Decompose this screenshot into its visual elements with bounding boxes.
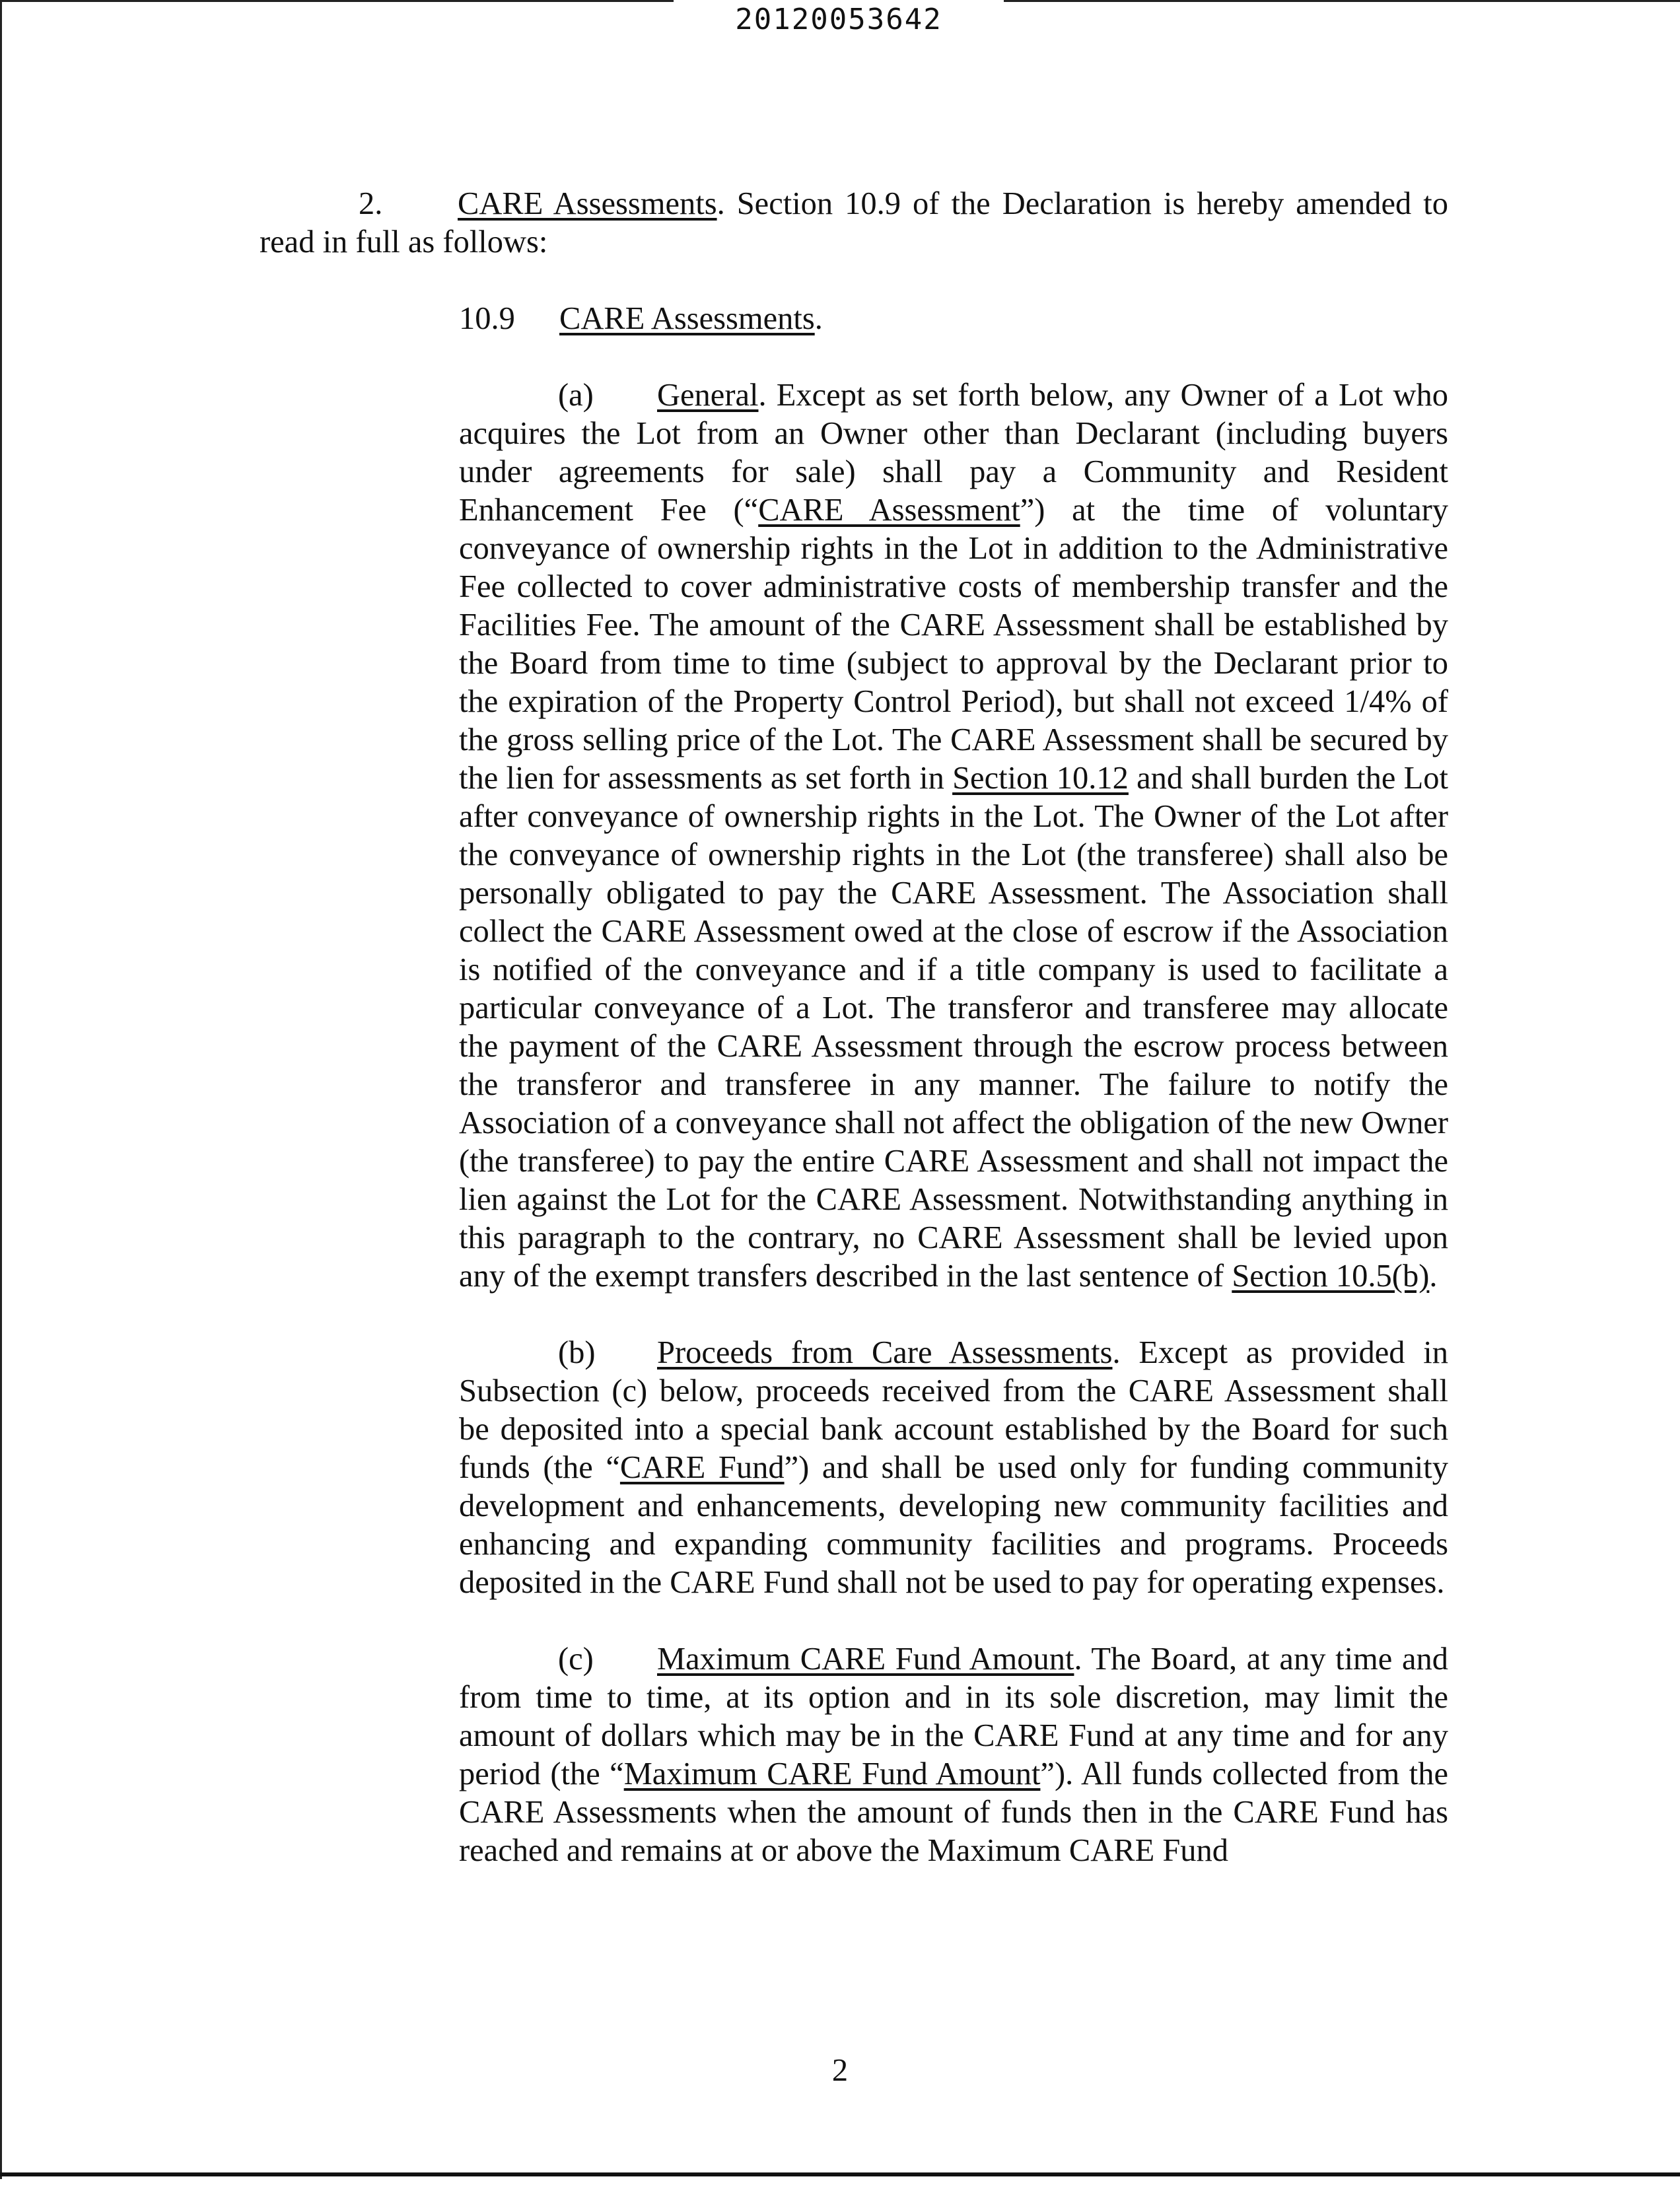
section-10-9-title: CARE Assessments <box>559 301 815 336</box>
bottom-rule <box>0 2172 1680 2176</box>
subsection-c-title: Maximum CARE Fund Amount <box>657 1642 1074 1677</box>
subsection-c-defined-term: Maximum CARE Fund Amount <box>623 1756 1041 1791</box>
paragraph-2-title: CARE Assessments <box>458 186 717 221</box>
subsection-a-defined-term: CARE Assessment <box>758 493 1020 528</box>
subsection-a-text-3: and shall burden the Lot after conveyance of ownership rights in the Lot. The Owner of the Lot after the conveyance of ownership rights in the Lot (the transferee) shall also be personally obligated to pay the CARE Assessment. The Association shall collect the CARE Assessment owed at the close of escrow if the Association is notified of the conveyance and if a title company is used to facilitate a particular conveyance of a Lot. The transferor and transferee may allocate the payment of the CARE Assessment through the escrow process between the transferor and transferee in any manner. The failure to notify the Association of a conveyance shall not affect the obligation of the new Owner (the transferee) to pay the entire CARE Assessment and shall not impact the lien against the Lot for the CARE Assessment. Notwithstanding anything in this paragraph to the contrary, no CARE Assessment shall be levied upon any of the exempt transfers described in the last sentence of <box>459 761 1448 1294</box>
subsection-b-text-1: . Except as provided in Subsection (c) below, proceeds received from the CARE Assessment shall be deposited into a special bank account established by the Board for such funds (the “ <box>459 1335 1448 1485</box>
paragraph-2-number: 2. <box>359 186 383 221</box>
paragraph-2 <box>260 185 1448 261</box>
header-rule-right <box>1004 0 1680 2</box>
subsection-a-text-4: . <box>1429 1259 1438 1294</box>
section-10-9-title-suffix: . <box>814 301 823 336</box>
page-number: 2 <box>831 2053 849 2088</box>
subsection-a-ref-section-10-12: Section 10.12 <box>952 761 1129 796</box>
subsection-b-title: Proceeds from Care Assessments <box>657 1335 1113 1370</box>
subsection-c-text-1: . The Board, at any time and from time to time, at its option and in its sole discretion, may limit the amount of dollars which may be in the CARE Fund at any time and for any period (the “ <box>459 1642 1449 1791</box>
page-left-edge <box>0 0 2 2179</box>
subsection-b-label: (b) <box>558 1335 596 1370</box>
section-10-9-number: 10.9 <box>459 301 515 336</box>
subsection-c-text-2: ”). All funds collected from the CARE Assessments when the amount of funds then in the CARE Fund has reached and remains at or above the Maximum CARE Fund <box>459 1756 1448 1868</box>
document-body <box>260 185 1448 1870</box>
document-number: 20120053642 <box>735 3 942 36</box>
subsection-a-title: General <box>657 378 759 413</box>
subsection-a <box>459 376 1448 1296</box>
subsection-a-ref-section-10-5b: Section 10.5(b) <box>1232 1259 1430 1294</box>
subsection-b-text-2: ”) and shall be used only for funding community development and enhancements, developing new community facilities and enhancing and expanding community facilities and programs. Proceeds deposited in the CARE Fund shall not be used to pay for operating expenses. <box>459 1450 1448 1600</box>
paragraph-2-text: . Section 10.9 of the Declaration is hereby amended to read in full as follows: <box>260 186 1448 260</box>
subsection-a-label: (a) <box>558 378 594 413</box>
subsection-b-defined-term: CARE Fund <box>619 1450 785 1485</box>
section-10-9-heading <box>459 300 1448 338</box>
subsection-c-label: (c) <box>558 1642 594 1677</box>
subsection-a-text-1: . Except as set forth below, any Owner of a Lot who acquires the Lot from an Owner other than Declarant (including buyers under agreements for sale) shall pay a Community and Resident Enhancement Fee (“ <box>459 378 1448 528</box>
subsection-c <box>459 1640 1448 1870</box>
subsection-a-text-2: ”) at the time of voluntary conveyance of ownership rights in the Lot in addition to the Administrative Fee collected to cover administrative costs of membership transfer and the Facilities Fee. The amount of the CARE Assessment shall be established by the Board from time to time (subject to approval by the Declarant prior to the expiration of the Property Control Period), but shall not exceed 1/4% of the gross selling price of the Lot. The CARE Assessment shall be secured by the lien for assessments as set forth in <box>459 493 1448 796</box>
subsection-b <box>459 1334 1448 1602</box>
header-rule-left <box>0 0 674 2</box>
